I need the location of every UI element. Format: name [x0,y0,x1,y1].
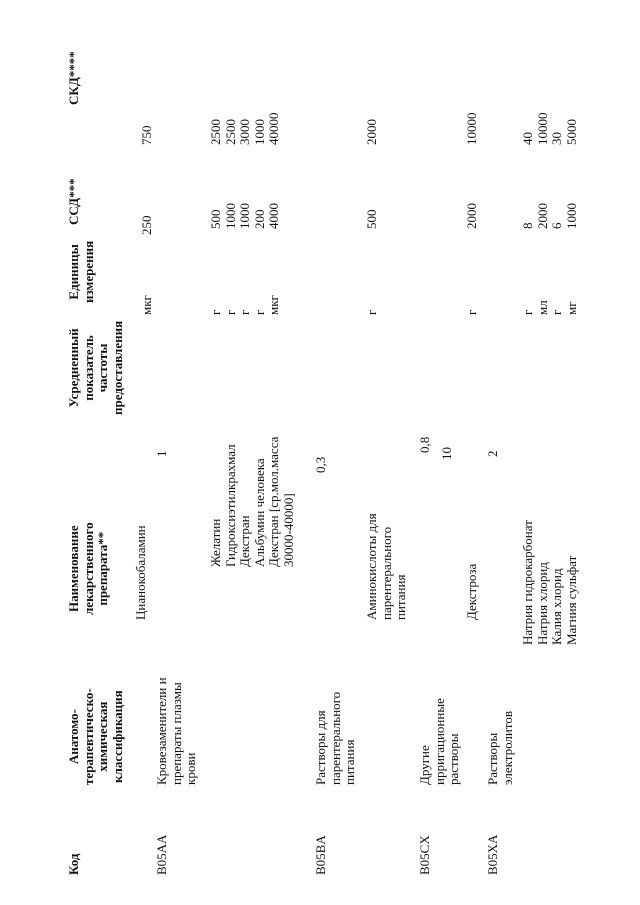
drug-unit: г [364,309,379,315]
page-number: 10 [439,447,454,460]
row-code: B05AA [154,834,169,875]
row-atc-class: Растворы для парентерального питания [313,691,357,785]
drug-skd: 750 [139,125,154,145]
drug-ssd: 250 [139,215,154,235]
row-frequency: 2 [485,450,500,457]
drug-skd: 2000 [364,119,379,145]
row-atc-class: Другие ирригационные растворы [417,698,461,785]
row-frequency: 0,8 [417,436,432,453]
drug-skd-block: 40 10000 30 5000 [520,112,579,145]
row-frequency: 1 [154,450,169,457]
drug-unit: мкг [139,295,154,315]
drug-names-block: Натрия гидрокарбонат Натрия хлорид Калия хлорид Магния сульфат [520,520,579,645]
drug-names-block: Желатин Гидроксиэтилкрахмал Декстран Альбумин человека Декстран [ср.мол.масса 30000-40000] [208,436,296,567]
drug-ssd-block: 500 1000 1000 200 4000 [208,203,281,229]
drug-name: Цианокобаламин [133,525,148,620]
header-skd: СКД**** [66,51,81,105]
drug-ssd: 500 [364,209,379,229]
drug-skd-block: 2500 2500 3000 1000 40000 [208,112,281,145]
drug-units-block: г г г г мкг [208,295,281,315]
drug-units-block: г мл г мг [520,300,579,315]
header-ssd: ССД*** [66,178,81,225]
row-atc-class: Растворы электролитов [485,710,515,785]
row-code: B05BA [313,835,328,875]
drug-name: Аминокислоты для парентерального питания [364,513,408,620]
drug-skd: 10000 [464,112,479,145]
drug-ssd-block: 8 2000 6 1000 [520,203,579,229]
header-code: Код [66,853,81,875]
drug-name: Декстроза [464,563,479,620]
drug-ssd: 2000 [464,203,479,229]
drug-unit: г [464,309,479,315]
header-atc: Анатомо- терапевтическо- химическая классификация [66,688,125,785]
header-units: Единицы измерения [66,240,96,303]
row-code: B05CX [417,835,432,875]
row-code: B05XA [485,834,500,875]
row-frequency: 0,3 [313,456,328,473]
header-frequency: Усредненный показатель частоты предоставления [66,320,125,415]
row-atc-class: Кровезаменители и препараты плазмы крови [154,677,198,785]
header-drug-name: Наименование лекарственного препарата** [66,522,110,615]
